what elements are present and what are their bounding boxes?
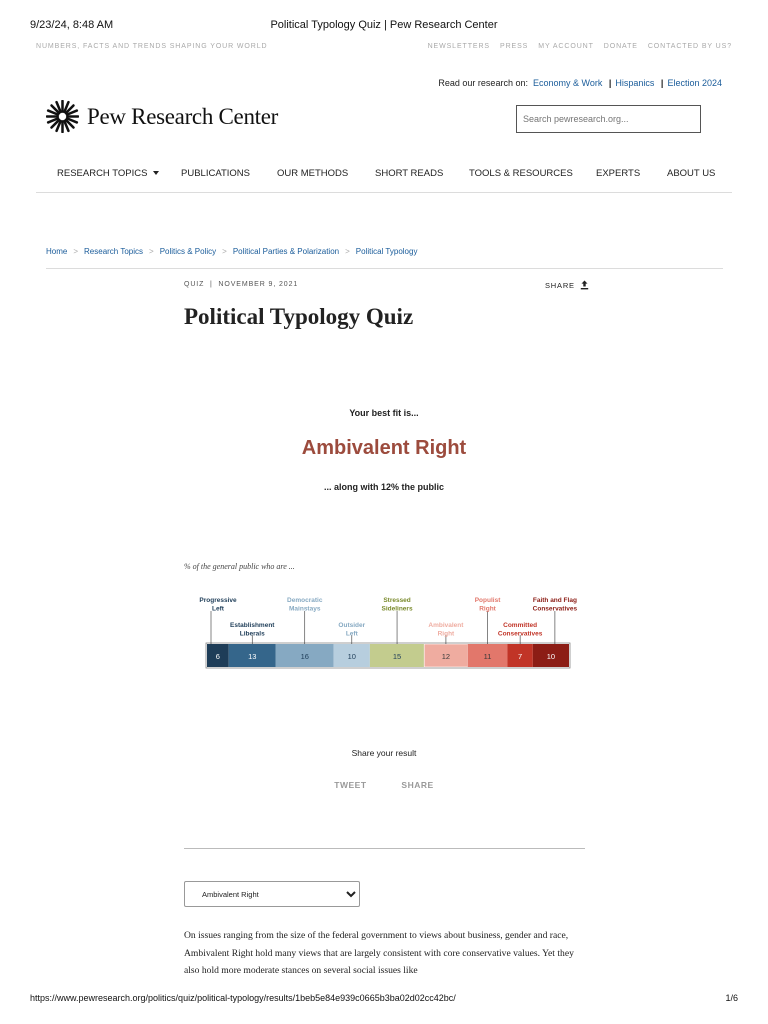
bar-value-populist-right: 11 (483, 652, 492, 661)
chart-caption: % of the general public who are ... (184, 562, 295, 571)
search-input[interactable] (516, 105, 701, 133)
nav-tools-resources[interactable]: TOOLS & RESOURCES (469, 168, 573, 179)
breadcrumb-political-typology[interactable]: Political Typology (355, 247, 418, 256)
breadcrumb-research-topics[interactable]: Research Topics (84, 247, 144, 256)
section-divider (184, 848, 585, 849)
nav-experts[interactable]: EXPERTS (596, 168, 641, 179)
caret-down-icon (153, 171, 159, 175)
category-label-progressive-left: Progressive (199, 597, 237, 604)
read-research-prefix: Read our research on: (438, 78, 528, 88)
article-meta: QUIZ | NOVEMBER 9, 2021 (184, 281, 299, 288)
breadcrumb-divider (46, 268, 723, 269)
share-upload-icon (580, 280, 589, 290)
read-research-separator: | (660, 78, 664, 88)
category-label-committed-conservatives: Conservatives (497, 630, 543, 638)
bar-value-ambivalent-right: 12 (441, 652, 451, 661)
election-2024-link[interactable]: Election 2024 (667, 78, 722, 88)
pew-logo-icon (46, 100, 79, 133)
category-label-democratic-mainstays: Democratic (287, 597, 323, 604)
share-button[interactable]: SHARE (401, 780, 434, 790)
category-label-ambivalent-right: Right (437, 630, 455, 638)
print-page-number: 1/6 (725, 993, 738, 1003)
share-top-label: SHARE (545, 280, 575, 290)
share-result-prompt: Share your result (351, 748, 417, 758)
breadcrumb-chevron-icon: > (222, 247, 227, 256)
bar-value-committed-conservatives: 7 (518, 652, 523, 661)
bar-value-democratic-mainstays: 16 (300, 652, 309, 661)
category-label-populist-right: Right (479, 605, 496, 613)
hispanics-link[interactable]: Hispanics (615, 78, 655, 88)
category-label-outsider-left: Left (345, 630, 358, 638)
page-title: Political Typology Quiz (184, 304, 414, 329)
contacted-by-us-link[interactable]: CONTACTED BY US? (647, 43, 732, 50)
bar-value-outsider-left: 10 (347, 652, 356, 661)
site-tagline: NUMBERS, FACTS AND TRENDS SHAPING YOUR WORLD (36, 43, 268, 50)
typology-chart (184, 590, 584, 680)
nav-research-topics[interactable] (57, 168, 159, 179)
site-logo[interactable] (46, 100, 278, 133)
nav-our-methods[interactable]: OUR METHODS (277, 168, 349, 179)
breadcrumb-politics-policy[interactable]: Politics & Policy (159, 247, 217, 256)
typology-group-select[interactable] (184, 881, 360, 907)
category-label-establishment-liberals: Liberals (239, 630, 265, 638)
utility-bar (36, 43, 732, 53)
economy-work-link[interactable]: Economy & Work (532, 78, 603, 88)
my-account-link[interactable]: MY ACCOUNT (538, 43, 594, 50)
category-label-stressed-sideliners: Sideliners (381, 605, 413, 613)
print-page-title: Political Typology Quiz | Pew Research Center (270, 19, 498, 31)
best-fit-label: Your best fit is... (349, 408, 419, 418)
breadcrumb-chevron-icon: > (149, 247, 154, 256)
category-label-stressed-sideliners: Stressed (383, 597, 411, 604)
bar-value-stressed-sideliners: 15 (392, 652, 402, 661)
main-nav (36, 162, 732, 193)
result-public-share: ... along with 12% the public (323, 482, 444, 492)
category-label-democratic-mainstays: Mainstays (289, 605, 321, 613)
bar-value-establishment-liberals: 13 (248, 652, 257, 661)
newsletters-link[interactable]: NEWSLETTERS (427, 43, 490, 50)
typology-chart-svg (184, 590, 584, 680)
share-top-button[interactable] (545, 280, 589, 290)
logo-text: Pew Research Center (87, 103, 279, 129)
result-type-name: Ambivalent Right (301, 437, 467, 459)
bar-value-faith-and-flag-conservatives: 10 (546, 652, 556, 661)
category-label-faith-and-flag-conservatives: Faith and Flag (532, 597, 577, 604)
category-label-committed-conservatives: Committed (503, 622, 538, 629)
bar-value-progressive-left: 6 (215, 652, 220, 661)
nav-publications[interactable]: PUBLICATIONS (181, 168, 250, 179)
nav-research-topics-label: RESEARCH TOPICS (57, 168, 148, 179)
tweet-button[interactable]: TWEET (334, 780, 367, 790)
donate-link[interactable]: DONATE (603, 43, 638, 50)
category-label-faith-and-flag-conservatives: Conservatives (532, 605, 578, 613)
category-label-ambivalent-right: Ambivalent (428, 622, 464, 629)
category-label-establishment-liberals: Establishment (230, 622, 275, 629)
read-research-separator: | (608, 78, 612, 88)
category-label-outsider-left: Outsider (338, 622, 366, 629)
nav-short-reads[interactable]: SHORT READS (375, 168, 444, 179)
share-buttons (0, 780, 768, 790)
print-url: https://www.pewresearch.org/politics/quiz/political-typology/results/1beb5e84e939c0665b3ba02d02cc42bc/ (30, 993, 456, 1003)
breadcrumb-chevron-icon: > (345, 247, 350, 256)
breadcrumb-chevron-icon: > (73, 247, 79, 256)
utility-links (428, 43, 732, 50)
category-label-populist-right: Populist (474, 597, 501, 604)
nav-about-us[interactable]: ABOUT US (667, 168, 716, 179)
category-label-progressive-left: Left (212, 605, 224, 613)
read-research-line (438, 78, 722, 88)
breadcrumb-parties-polarization[interactable]: Political Parties & Polarization (232, 247, 340, 256)
print-datetime: 9/23/24, 8:48 AM (30, 19, 114, 31)
press-link[interactable]: PRESS (500, 43, 529, 50)
breadcrumb-home[interactable]: Home (46, 247, 68, 256)
typology-description: On issues ranging from the size of the federal government to views about business, gender and race, Ambivalent Right hold many views that are largely consistent with core conservative values. Yet they also hold more moderate stances on several social issues like (184, 930, 574, 976)
breadcrumb (46, 247, 417, 256)
